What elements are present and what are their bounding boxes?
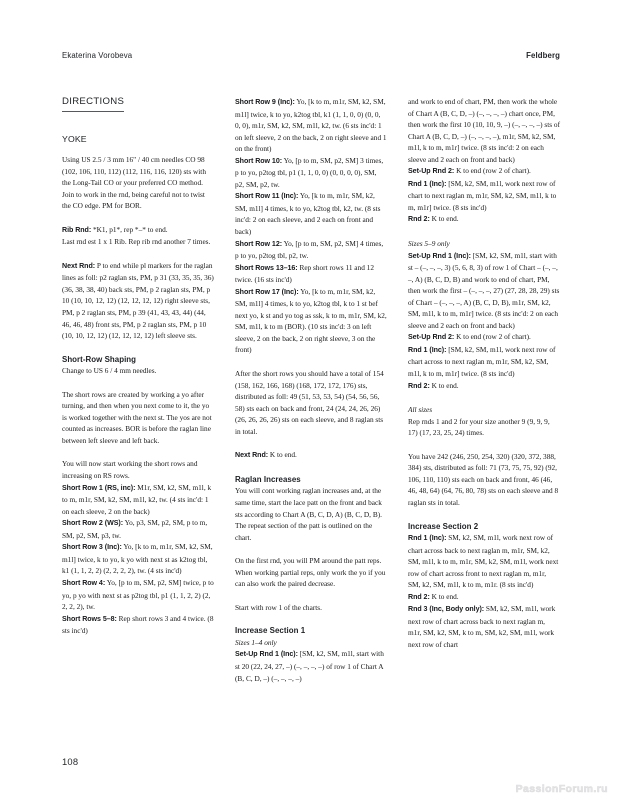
running-head: [62, 51, 560, 65]
short-row-1-text: M1r, SM, k2, SM, m1l, k to m, m1r, SM, k2, SM, m1l, k2, tw. (4 sts inc'd: 1 on each sleeve, 2 on the back): [62, 482, 212, 516]
running-head-title: Feldberg: [526, 51, 560, 60]
inc2-rnd-1-label: Rnd 1 (Inc):: [408, 534, 447, 543]
short-row-3-text: Yo, [k to m, m1r, SM, k2, SM, m1l] twice, k to yo, k yo with next st as k2tog tbl, k1 (1, 1, 2, 2) (2, 2, 2, 2), tw. (4 sts inc'd): [62, 542, 213, 576]
inc2-rnd-2-text: K to end.: [429, 591, 459, 601]
rnd-1-sizes-5-9: [408, 344, 560, 380]
stitch-count-summary: You have 242 (246, 250, 254, 320) (320, 372, 388, 384) sts, distributed as foll: 71 (73, 75, 75, 92) (92, 106, 110, 110) sts each on back and front, 46 (46, 46, 48, 64) (64, 76, 80, 78) sts on each sleeve and 8 raglan sts in total.: [408, 451, 559, 507]
setup-rnd-1b-label: Set-Up Rnd 1 (Inc):: [408, 251, 471, 260]
inc2-rnd-2-label: Rnd 2:: [408, 592, 430, 601]
rnd-1-text: [SM, k2, SM, m1l, work next row of chart to next raglan m, m1r, SM, k2, SM, m1l, k to m, m1r] twice. (8 sts inc'd): [408, 178, 557, 212]
inc2-rnd-3-label: Rnd 3 (Inc, Body only):: [408, 605, 485, 614]
short-row-12-text: Yo, [p to m, SM, p2, SM] 4 times, p to yo, p2tog tbl, p2, tw.: [235, 238, 384, 261]
short-row-2-label: Short Row 2 (WS):: [62, 519, 124, 528]
setup-rnd-2-text: K to end (row 2 of chart).: [454, 166, 531, 176]
short-row-17-label: Short Row 17 (Inc):: [235, 287, 299, 296]
next-rnd-instruction: [62, 260, 214, 342]
article-columns: [62, 96, 560, 736]
site-watermark: PassionForum.ru: [515, 783, 608, 795]
short-rows-13-16: [235, 262, 387, 286]
inc2-rnd-1-text: SM, k2, SM, m1l, work next row of chart across back to next raglan m, m1r, SM, k2, SM, m1l, k to m, m1r, SM, k2, SM, m1l, work next row of chart across front to next raglan m, m1r, SM, k2, SM, m1l, k to m, m1r. (8 sts inc'd): [408, 533, 559, 590]
subheading-increase-section-1: Increase Section 1: [235, 626, 306, 636]
next-rnd-k-text: K to end.: [268, 450, 297, 460]
page-number: 108: [62, 756, 79, 767]
short-row-start-note: You will now start working the short rows and increasing on RS rows.: [62, 459, 198, 481]
setup-rnd-2b-label: Set-Up Rnd 2:: [408, 333, 455, 342]
rnd-2-sizes-1-4: [408, 213, 560, 226]
next-rnd-label: Next Rnd:: [62, 261, 96, 270]
after-short-rows-totals: After the short rows you should have a total of 154 (158, 162, 166, 168) (168, 172, 172, 176) sts, distributed as foll: 49 (51, 53, 53, 54) (54, 56, 56, 58) sts each on back and front, 24 (24, 24, 26, 26) (26, 26, 26, 26) sts on each sleeve, and 8 raglan sts in total.: [235, 369, 384, 436]
next-rnd-k-label: Next Rnd:: [235, 451, 269, 460]
yoke-intro-paragraph: Using US 2.5 / 3 mm 16" / 40 cm needles CO 98 (102, 106, 110, 112) (112, 116, 116, 120) sts with the Long-Tail CO or your preferred CO method. Join to work in the rnd, being careful not to twist the CO edge. PM for BOR.: [62, 155, 206, 211]
short-row-needle-change: Change to US 6 / 4 mm needles.: [62, 366, 157, 376]
rnd-2b-label: Rnd 2:: [408, 381, 430, 390]
short-row-17: [235, 286, 387, 356]
rnd-1-label: Rnd 1 (Inc):: [408, 179, 447, 188]
inc2-rnd-3: [408, 603, 560, 650]
next-rnd-k-to-end: [235, 449, 387, 462]
inc2-rnd-2: [408, 591, 560, 604]
next-rnd-text: P to end while pl markers for the raglan lines as foll: p2 raglan sts, PM, p 31 (33, 35, 35, 36) (36, 38, 38, 40) back sts, PM, p 2 raglan sts, PM, p 10 (10, 10, 12, 12) (12, 12, 12, 12) right sleeve sts, PM, p 2 raglan sts, PM, p 39 (41, 43, 43, 44) (44, 46, 46, 48) front sts, PM, p 2 raglan sts, PM, p 10 (10, 10, 12, 12) (12, 12, 12, 12) left sleeve sts.: [62, 260, 214, 341]
subheading-short-row-shaping: Short-Row Shaping: [62, 354, 137, 364]
setup-rnd-2-sizes-5-9: [408, 331, 560, 344]
subheading-raglan-increases: Raglan Increases: [235, 474, 301, 484]
short-rows-5-8-text: Rep short rows 3 and 4 twice. (8 sts inc'd): [62, 613, 214, 636]
short-row-explanation: The short rows are created by working a yo after turning, and then when you next come to it, the yo is worked together with the next st. The yos are not counted as increases. BOR is before the raglan line between left sleeve and left back.: [62, 389, 212, 445]
short-rows-13-16-text: Rep short rows 11 and 12 twice. (16 sts inc'd): [235, 262, 374, 285]
raglan-paragraph-2: On the first rnd, you will PM around the patt reps. When working partial reps, only work the yo if you can also work the paired decrease.: [235, 556, 386, 589]
short-row-11-text: Yo, [k to m, m1r, SM, k2, SM, m1l] 4 times, k to yo, k2tog tbl, k2, tw. (8 sts inc'd: 2 on each sleeve, and 2 each on front and back): [235, 191, 381, 237]
rnd-1b-label: Rnd 1 (Inc):: [408, 345, 447, 354]
rib-rnd-note: Last rnd est 1 x 1 Rib. Rep rib rnd another 7 times.: [62, 237, 211, 247]
all-sizes-note: All sizes: [408, 405, 433, 415]
rib-rnd-label: Rib Rnd:: [62, 225, 92, 234]
short-row-4: [62, 577, 214, 613]
short-row-4-text: Yo, [p to m, SM, p2, SM] twice, p to yo, p yo with next st as p2tog tbl, p1 (1, 1, 2, 2) (2, 2, 2, 2), tw.: [62, 577, 214, 612]
short-row-10: [235, 155, 387, 191]
short-row-11-label: Short Row 11 (Inc):: [235, 192, 299, 201]
short-row-1-label: Short Row 1 (RS, inc):: [62, 483, 136, 492]
short-row-2-text: Yo, p3, SM, p2, SM, p to m, SM, p2, SM, p3, tw.: [62, 518, 208, 540]
section-heading-directions: DIRECTIONS: [62, 96, 124, 112]
setup-rnd-2-label: Set-Up Rnd 2:: [408, 167, 455, 176]
setup-rnd-1b-text: [SM, k2, SM, m1l, start with st – (–, –, –, 3) (5, 6, 8, 3) of row 1 of Chart – (–, –, –, A) (B, C, D, B) and work to end of chart, PM, then work the first – (–, –, –, 27) (27, 28, 28, 29) sts of Chart – (–, –, –, A) (B, C, D, B), m1r, SM, k2, SM, m1l, k to m, m1r] twice. (8 sts inc'd: 2 on each sleeve and 2 each on front and back): [408, 250, 560, 330]
raglan-paragraph-1: You will cont working raglan increases and, at the same time, start the lace patt on the front and back sts according to Chart A (B, C, D, A) (B, C, D, B). The repeat section of the patt is outlined on the chart.: [235, 486, 382, 542]
sizes-1-4-note: Sizes 1–4 only: [235, 637, 277, 647]
short-row-1: [62, 482, 214, 518]
rnd-1b-text: [SM, k2, SM, m1l, work next row of chart across to next raglan m, m1r, SM, k2, SM, m1l, k to m, m1r] twice. (8 sts inc'd): [408, 344, 556, 379]
setup-rnd-1-sizes-1-4: [235, 648, 387, 684]
short-row-4-label: Short Row 4:: [62, 578, 106, 587]
setup-rnd-1-label: Set-Up Rnd 1 (Inc):: [235, 650, 298, 659]
subheading-yoke: YOKE: [62, 134, 87, 144]
setup-rnd-2-sizes-1-4: [408, 165, 560, 178]
rnd-2-sizes-5-9: [408, 380, 560, 393]
setup-rnd-1-continuation: and work to end of chart, PM, then work the whole of Chart A (B, C, D, –) (–, –, –, –) chart once, PM, then work the first 10 (10, 10, 9, –) (–, –, –, –) sts of Chart A (B, C, D, –) (–, –, –, –), m1r, SM, k2, SM, m1l, k to m, m1r] twice. (8 sts inc'd: 2 on each sleeve and 2 each on front and back): [408, 97, 560, 164]
short-row-9: [235, 96, 387, 155]
short-row-3-label: Short Row 3 (Inc):: [62, 543, 122, 552]
rnd-2b-text: K to end.: [429, 380, 459, 390]
short-row-17-text: Yo, [k to m, m1r, SM, k2, SM, m1l] 4 times, k to yo, k2tog tbl, k to 1 st bef next yo, k st and yo tog as ssk, k to m, m1r, SM, k2, SM, m1l, k to m (BOR). (10 sts inc'd: 3 on left sleeve, 2 on the back, 2 on right sleeve, 3 on the front): [235, 286, 387, 355]
inc2-rnd-3-text: SM, k2, SM, m1l, work next row of chart across back to next raglan m, m1r, SM, k2, SM, k to m, SM, k2, SM, m1l, work next row of chart: [408, 604, 556, 649]
setup-rnd-2b-text: K to end (row 2 of chart).: [454, 332, 531, 342]
rnd-1-sizes-1-4: [408, 178, 560, 214]
short-row-10-text: Yo, [p to m, SM, p2, SM] 3 times, p to yo, p2tog tbl, p1 (1, 1, 0, 0) (0, 0, 0, 0), SM, p2, SM, p2, tw.: [235, 155, 384, 189]
all-sizes-repeat-text: Rep rnds 1 and 2 for your size another 9 (9, 9, 9, 17) (17, 23, 25, 24) times.: [408, 416, 550, 438]
rnd-2-text: K to end.: [429, 214, 459, 224]
short-rows-5-8-label: Short Rows 5–8:: [62, 614, 117, 623]
short-row-11: [235, 190, 387, 237]
column-2: [235, 96, 387, 736]
short-row-3: [62, 541, 214, 577]
short-row-2: [62, 517, 214, 541]
setup-rnd-1-text: [SM, k2, SM, m1l, start with st 20 (22, 24, 27, –) (–, –, –, –) of row 1 of Chart A (B, C, D, –) (–, –, –, –): [235, 649, 384, 683]
short-rows-13-16-label: Short Rows 13–16:: [235, 263, 298, 272]
setup-rnd-1-sizes-5-9: [408, 250, 560, 332]
column-1: [62, 96, 214, 736]
subheading-increase-section-2: Increase Section 2: [408, 521, 479, 531]
short-row-12-label: Short Row 12:: [235, 239, 283, 248]
short-row-9-label: Short Row 9 (Inc):: [235, 98, 295, 106]
short-row-9-text: Yo, [k to m, m1r, SM, k2, SM, m1l] twice, k to yo, k2tog tbl, k1 (1, 1, 0, 0) (0, 0, 0, 0), m1r, SM, k2, SM, m1l, k2, tw. (6 sts inc'd: 1 on left sleeve, 2 on the back, 2 on right sleeve and 1 on the front): [235, 97, 387, 154]
rnd-2-label: Rnd 2:: [408, 215, 430, 224]
rib-rnd-instruction: [62, 224, 214, 237]
column-3: [408, 96, 560, 736]
sizes-5-9-note: Sizes 5–9 only: [408, 239, 450, 249]
short-row-12: [235, 238, 387, 262]
inc2-rnd-1: [408, 532, 560, 591]
raglan-paragraph-3: Start with row 1 of the charts.: [235, 602, 322, 612]
running-head-author: Ekaterina Vorobeva: [62, 51, 133, 60]
short-rows-5-8: [62, 613, 214, 637]
short-row-10-label: Short Row 10:: [235, 156, 283, 165]
rib-rnd-text: *K1, p1*, rep *–* to end.: [91, 224, 168, 234]
